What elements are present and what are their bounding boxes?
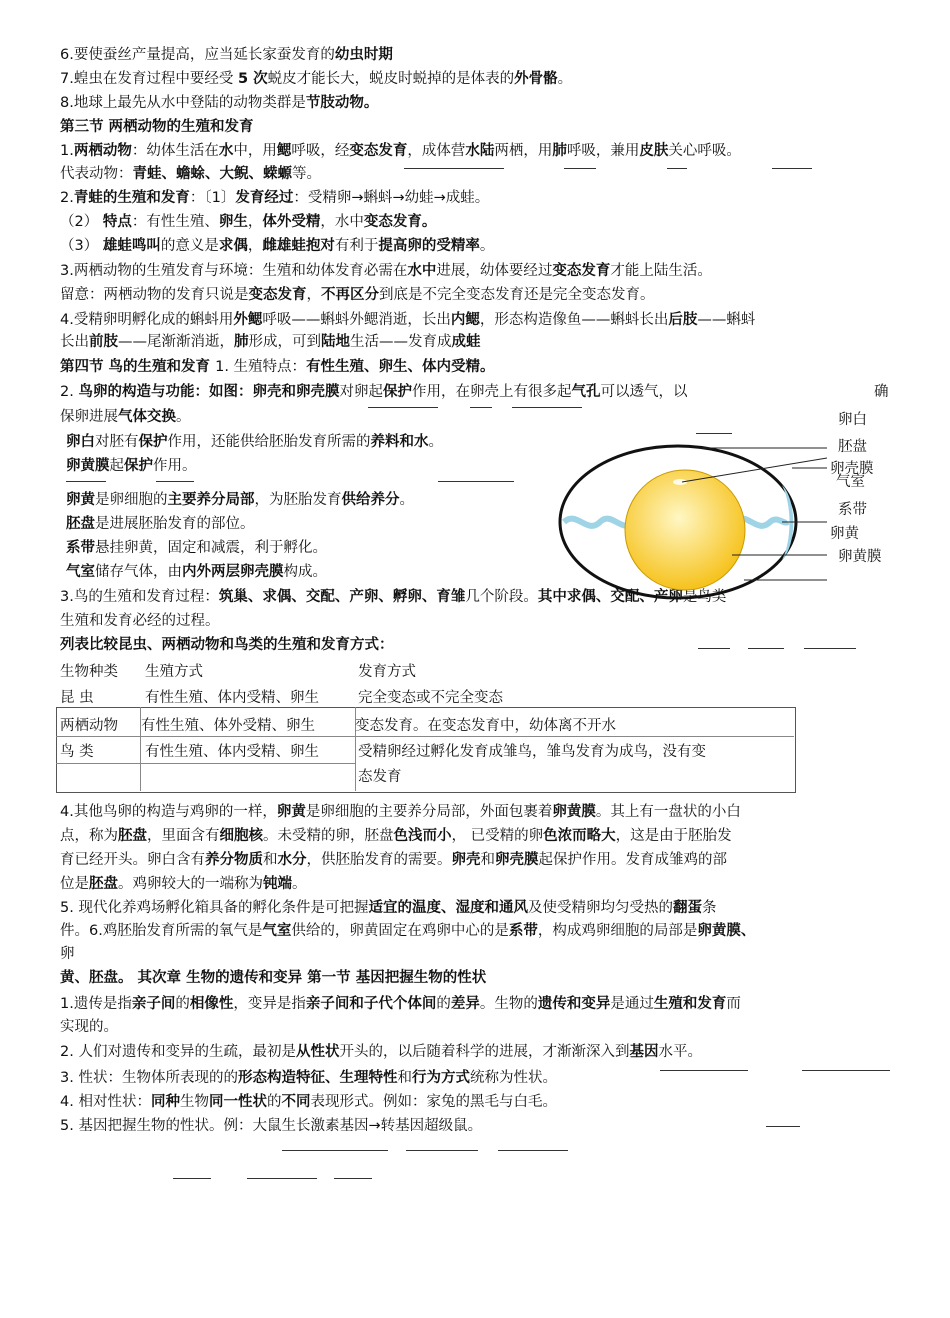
blank-line [438,481,514,482]
line-38: 4. 相对性状：同种生物同一性状的不同表现形式。例如：家兔的黑毛与白毛。 [60,1094,557,1110]
line-21: 系带悬挂卵黄，固定和减震，利于孵化。 [66,540,327,556]
yolk [625,470,745,590]
table-cell: 有性生殖、体内受精、卵生 [145,744,319,760]
line-12: 4.受精卵明孵化成的蝌蚪用外鳃呼吸——蝌蚪外鳃消逝，长出内鳃，形态构造像鱼——蝌蚪长出后肢——蝌蚪 [60,312,756,328]
line-25: 列表比较昆虫、两栖动物和鸟类的生殖和发育方式： [60,637,394,653]
line-07: 2.青蛙的生殖和发育：〔1〕发育经过：受精卵→蝌蚪→幼蛙→成蛙。 [60,190,490,206]
line-23: 3.鸟的生殖和发育过程：筑巢、求偶、交配、产卵、孵卵、育雏几个阶段。其中求偶、交配、产卵是鸟类 [60,589,727,605]
table-cell: 昆 虫 [60,690,94,706]
table-cell: 完全变态或不完全变态 [358,690,503,706]
line-15: 2. 鸟卵的构造与功能：如图：卵壳和卵壳膜对卵起保护作用，在卵壳上有很多起气孔可以透气，以 [60,384,688,400]
line-24: 生殖和发育必经的过程。 [60,613,220,629]
section-heading-3: 第三节 两栖动物的生殖和发育 [60,119,254,135]
label-yolk-membrane: 卵黄膜 [838,549,882,565]
table-cell: 受精卵经过孵化发育成雏鸟，雏鸟发育为成鸟，没有变 [358,744,706,760]
line-10: 3.两栖动物的生殖发育与环境：生殖和幼体发育必需在水中进展，幼体要经过变态发育才能上陆生活。 [60,263,712,279]
blank-line [334,1178,372,1179]
line-19: 卵黄是卵细胞的主要养分局部，为胚胎发育供给养分。 [66,492,414,508]
line-31: 件。6.鸡胚胎发育所需的氧气是气室供给的，卵黄固定在鸡卵中心的是系带，构成鸡卵细胞的局部是卵黄膜、 [60,923,756,939]
label-egg-white: 卵白 [838,412,867,428]
line-17: 卵白对胚有保护作用，还能供给胚胎发育所需的养料和水。 [66,434,443,450]
label-chalaza: 系带 [838,502,867,518]
line-16: 保卵进展气体交换。 [60,409,191,425]
table-cell: 两栖动物 [60,718,118,734]
line-05: 1.两栖动物：幼体生活在水中，用鳃呼吸，经变态发育，成体营水陆两栖，用肺呼吸，兼用皮肤关心呼吸。 [60,143,741,159]
label-shell-membrane: 卵壳膜 [830,461,874,477]
table-row-divider [56,763,356,764]
leader-embryo-disc [682,458,827,482]
blank-line [804,648,856,649]
blank-line [772,168,812,169]
line-27: 点，称为胚盘，里面含有细胞核。未受精的卵，胚盘色浅而小， 已受精的卵色浓而略大，这是由于胚胎发 [60,828,732,844]
line-30: 5. 现代化养鸡场孵化箱具备的孵化条件是可把握适宜的温度、湿度和通风及使受精卵均匀受热的翻蛋条 [60,900,717,916]
blank-line [802,1070,890,1071]
section-heading-4: 第四节 鸟的生殖和发育 1. 生殖特点：有性生殖、卵生、体内受精。 [60,359,495,375]
table-cell: 有性生殖、体内受精、卵生 [145,690,319,706]
blank-line [66,481,106,482]
line-32: 卵 [60,946,75,962]
line-03: 8.地球上最先从水中登陆的动物类群是节肢动物。 [60,95,379,111]
chalaza-left [564,519,635,526]
line-26: 4.其他鸟卵的构造与鸡卵的一样，卵黄是卵细胞的主要养分局部，外面包裹着卵黄膜。其上有一盘状的小白 [60,804,741,820]
blank-line [564,168,596,169]
blank-line [512,407,582,408]
line-18: 卵黄膜起保护作用。 [66,458,197,474]
blank-line [173,1178,211,1179]
blank-line [696,433,732,434]
table-cell: 鸟 类 [60,744,94,760]
blank-line [406,1150,478,1151]
table-header-development: 发育方式 [358,664,416,680]
line-35: 实现的。 [60,1019,118,1035]
line-02: 7.蝗虫在发育过程中要经受 5 次蜕皮才能长大，蜕皮时蜕掉的是体表的外骨骼。 [60,71,573,87]
blank-line [660,1070,748,1071]
blank-line [282,1150,388,1151]
line-20: 胚盘是进展胚胎发育的部位。 [66,516,255,532]
blank-line [498,1150,568,1151]
line-22: 气室储存气体，由内外两层卵壳膜构成。 [66,564,327,580]
label-yolk: 卵黄 [830,526,859,542]
blank-line [368,407,438,408]
label-air-cell: 气室 [836,474,865,490]
line-09: （3） 雄蛙鸣叫的意义是求偶，雌雄蛙抱对有利于提高卵的受精率。 [60,238,495,254]
line-08: （2） 特点：有性生殖、卵生，体外受精，水中变态发育。 [60,214,437,230]
blank-line [748,648,784,649]
table-cell: 变态发育。在变态发育中，幼体离不开水 [355,718,616,734]
line-11: 留意：两栖动物的发育只说是变态发育，不再区分到底是不完全变态发育还是完全变态发育。 [60,287,655,303]
line-34: 1.遗传是指亲子间的相像性，变异是指亲子间和子代个体间的差异。生物的遗传和变异是通过生殖和发育而 [60,996,741,1012]
table-cell: 态发育 [358,769,402,785]
blank-line [766,1126,800,1127]
blank-line [698,648,730,649]
line-28: 育已经开头。卵白含有养分物质和水分，供胚胎发育的需要。卵壳和卵壳膜起保护作用。发育成雏鸡的部 [60,852,727,868]
blank-line [470,407,492,408]
line-36: 2. 人们对遗传和变异的生疏，最初是从性状开头的，以后随着科学的进展，才渐渐深入到基因水平。 [60,1044,702,1060]
line-13: 长出前肢——尾渐渐消逝，肺形成，可到陆地生活——发育成成蛙 [60,334,481,350]
blank-line [667,168,687,169]
blank-line [156,481,194,482]
line-01: 6.要使蚕丝产量提高，应当延长家蚕发育的幼虫时期 [60,47,393,63]
line-37: 3. 性状：生物体所表现的的形态构造特征、生理特性和行为方式统称为性状。 [60,1070,557,1086]
table-header-reproduction: 生殖方式 [145,664,203,680]
line-39: 5. 基因把握生物的性状。例：大鼠生长激素基因→转基因超级鼠。 [60,1118,483,1134]
line-15b: 确 [874,384,889,400]
blank-line [404,168,504,169]
table-header-species: 生物种类 [60,664,118,680]
chapter-heading: 黄、胚盘。 其次章 生物的遗传和变异 第一节 基因把握生物的性状 [60,970,487,986]
table-cell: 有性生殖、体外受精、卵生 [141,718,315,734]
table-row-divider [56,736,794,737]
line-29: 位是胚盘。鸡卵较大的一端称为钝端。 [60,876,307,892]
label-embryo-disc: 胚盘 [838,439,867,455]
blank-line [247,1178,317,1179]
line-06: 代表动物：青蛙、蟾蜍、大鲵、蝾螈等。 [60,166,321,182]
